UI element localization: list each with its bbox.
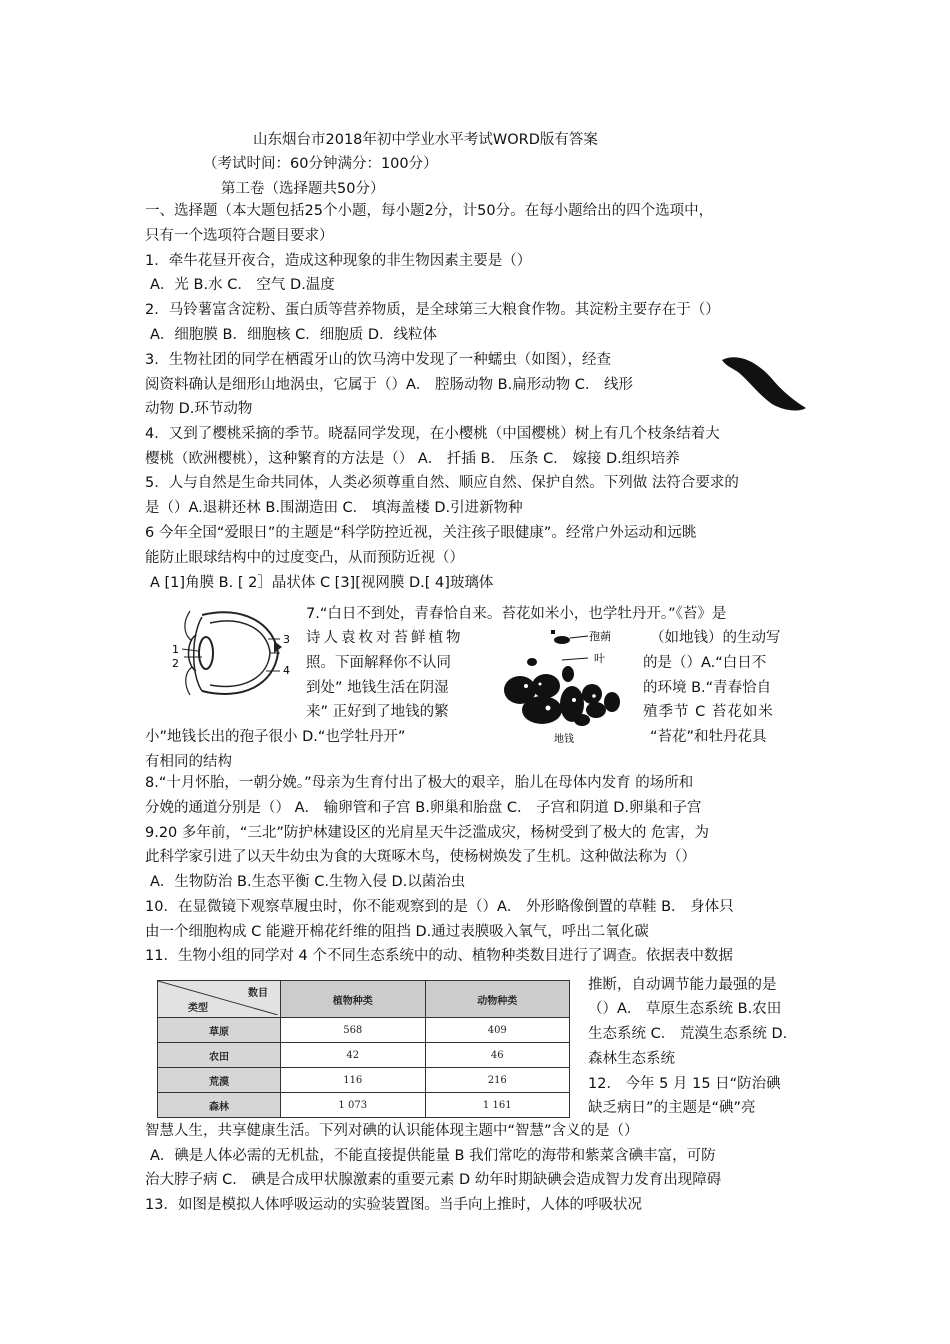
question-13-line: 13．如图是模拟人体呼吸运动的实验装置图。当手向上推时，人体的呼吸状况 <box>145 1197 642 1213</box>
table-header-row <box>158 981 570 1018</box>
table-cell-animals: 46 <box>425 1043 570 1068</box>
table-cell-animals: 1 161 <box>425 1093 570 1118</box>
question-3-line: 3．生物社团的同学在栖霞牙山的饮马湾中发现了一种蠕虫（如图），经查 <box>145 352 611 368</box>
table-cell-animals: 409 <box>425 1018 570 1043</box>
question-7-line: （如地钱）的生动写 <box>650 630 781 646</box>
question-7-line: 来” 正好到了地钱的繁 <box>306 704 449 720</box>
question-7-line: 到处” 地钱生活在阴湿 <box>306 680 449 696</box>
table-row <box>158 1018 570 1043</box>
question-7-line: 小”地钱长出的孢子很小 D.“也学牡丹开” <box>145 729 406 745</box>
question-12-line: 缺乏病日”的主题是“碘”亮 <box>588 1100 756 1116</box>
question-10-line: 由一个细胞构成 C 能避开棉花纤维的阻挡 D.通过表膜吸入氧气，呼出二氧化碳 <box>145 924 649 940</box>
question-7-line: 有相同的结构 <box>145 754 232 770</box>
table-row <box>158 1043 570 1068</box>
question-3-line: 动物 D.环节动物 <box>145 401 253 417</box>
question-2-stem: 2．马铃薯富含淀粉、蛋白质等营养物质，是全球第三大粮食作物。其淀粉主要存在于（） <box>145 302 720 318</box>
question-7-line: 的是（）A.“白日不 <box>643 655 767 671</box>
question-7-line: 诗人袁枚对苔鲜植物 <box>306 630 464 646</box>
table-corner-top: 数目 <box>248 988 268 999</box>
table-row-type: 草原 <box>158 1018 281 1043</box>
question-7-line: 照。下面解释你不认同 <box>306 655 451 671</box>
moss-label-leaf: 叶 <box>594 652 605 665</box>
question-10-line: 10．在显微镜下观察草履虫时，你不能观察到的是（）A． 外形略像倒置的草鞋 B． 身体只 <box>145 899 734 915</box>
question-5-line: 5．人与自然是生命共同体，人类必须尊重自然、顺应自然、保护自然。下列做 法符合要求的 <box>145 475 739 491</box>
table-row-type: 农田 <box>158 1043 281 1068</box>
question-8-line: 分娩的通道分别是（） A． 输卵管和子宫 B.卵巢和胎盘 C． 子宫和阴道 D.卵巢和子宫 <box>145 800 702 816</box>
table-cell-plants: 1 073 <box>281 1093 426 1118</box>
moss-label-capsule: 孢蒴 <box>589 630 611 643</box>
question-7-line: 殖季节 C 苔花如米 <box>643 704 774 720</box>
table-corner-cell <box>158 981 281 1018</box>
section-heading-line: 一、选择题（本大题包括25个小题，每小题2分，计50分。在每小题给出的四个选项中， <box>145 203 714 219</box>
question-3-line: 阅资料确认是细形山地涡虫，它属于（）A． 腔肠动物 B.扁形动物 C． 线形 <box>145 377 634 393</box>
question-11-line: 生态系统 C． 荒漠生态系统 D. <box>588 1026 788 1042</box>
question-9-line: 9.20 多年前，“三北”防护林建设区的光肩星天牛泛滥成灾，杨树受到了极大的 危害，为 <box>145 825 710 841</box>
table-cell-animals: 216 <box>425 1068 570 1093</box>
question-12-line: 智慧人生，共享健康生活。下列对碘的认识能体现主题中“智慧”含义的是（） <box>145 1123 639 1139</box>
question-12-line: 治大脖子病 C． 碘是合成甲状腺激素的重要元素 D 幼年时期缺碘会造成智力发育出现障碍 <box>145 1172 722 1188</box>
question-7-line: 的环境 B.“青春恰自 <box>643 680 772 696</box>
question-11-line: 11．生物小组的同学对 4 个不同生态系统中的动、植物种类数目进行了调查。依据表中数据 <box>145 948 733 964</box>
question-11-line: 森林生态系统 <box>588 1051 675 1067</box>
table-row-type: 森林 <box>158 1093 281 1118</box>
table-row <box>158 1093 570 1118</box>
table-cell-plants: 568 <box>281 1018 426 1043</box>
eye-label-3: 3 <box>283 633 290 646</box>
question-1-stem: 1．牵牛花昼开夜合，造成这种现象的非生物因素主要是（） <box>145 253 532 269</box>
flatworm-figure <box>718 350 810 416</box>
question-7-line: 7.“白日不到处，青春恰自来。苔花如米小，也学牡丹开。”《苔》是 <box>306 606 727 622</box>
question-6-options: A [1]角膜 B. [ 2］晶状体 C [3][视网膜 D.[ 4]玻璃体 <box>150 575 494 591</box>
question-1-options: A．光 B.水 C． 空气 D.温度 <box>150 277 335 293</box>
table-row-type: 荒漠 <box>158 1068 281 1093</box>
question-12-line: A．碘是人体必需的无机盐，不能直接提供能量 B 我们常吃的海带和紫菜含碘丰富，可防 <box>150 1148 716 1164</box>
ecosystem-species-table <box>157 980 570 1118</box>
question-8-line: 8.“十月怀胎，一朝分娩。”母亲为生育付出了极大的艰辛，胎儿在母体内发育 的场所和 <box>145 775 694 791</box>
question-4-line: 樱桃（欧洲樱桃），这种繁育的方法是（） A． 扦插 B． 压条 C． 嫁接 D.组织培养 <box>145 451 680 467</box>
eyeball-figure <box>162 605 300 701</box>
table-header-animals: 动物种类 <box>425 981 570 1018</box>
table-row <box>158 1068 570 1093</box>
question-11-line: （）A． 草原生态系统 B.农田 <box>588 1001 782 1017</box>
question-9-line: 此科学家引进了以天牛幼虫为食的大斑啄木鸟，使杨树焕发了生机。这种做法称为（） <box>145 849 696 865</box>
question-4-line: 4．又到了樱桃采摘的季节。晓磊同学发现，在小樱桃（中国樱桃）树上有几个枝条结着大 <box>145 426 720 442</box>
question-11-line: 推断，自动调节能力最强的是 <box>588 977 777 993</box>
part-heading: 第工卷（选择题共50分） <box>221 181 385 197</box>
question-6-line: 6 今年全国“爱眼日”的主题是“科学防控近视，关注孩子眼健康”。经常户外运动和远眺 <box>145 525 697 541</box>
question-5-line: 是（）A.退耕还林 B.围湖造田 C． 填海盖楼 D.引进新物种 <box>145 500 523 516</box>
table-corner-bottom: 类型 <box>188 1003 208 1014</box>
table-cell-plants: 116 <box>281 1068 426 1093</box>
section-heading-line: 只有一个选项符合题目要求） <box>145 228 334 244</box>
exam-info: （考试时间：60分钟满分：100分） <box>203 156 438 172</box>
question-9-options: A．生物防治 B.生态平衡 C.生物入侵 D.以菌治虫 <box>150 874 466 890</box>
table-cell-plants: 42 <box>281 1043 426 1068</box>
eye-label-2: 2 <box>172 657 179 670</box>
question-6-line: 能防止眼球结构中的过度变凸，从而预防近视（） <box>145 550 464 566</box>
eye-label-1: 1 <box>172 643 179 656</box>
liverwort-figure <box>496 624 646 746</box>
question-7-line: “苔花”和牡丹花具 <box>650 729 767 745</box>
page-title: 山东烟台市2018年初中学业水平考试WORD版有答案 <box>253 132 598 148</box>
moss-label-liverwort: 地钱 <box>554 734 574 745</box>
question-2-options: A．细胞膜 B．细胞核 C．细胞质 D．线粒体 <box>150 327 437 343</box>
question-12-line: 12． 今年 5 月 15 日“防治碘 <box>588 1076 781 1092</box>
table-header-plants: 植物种类 <box>281 981 426 1018</box>
eye-label-4: 4 <box>283 664 290 677</box>
